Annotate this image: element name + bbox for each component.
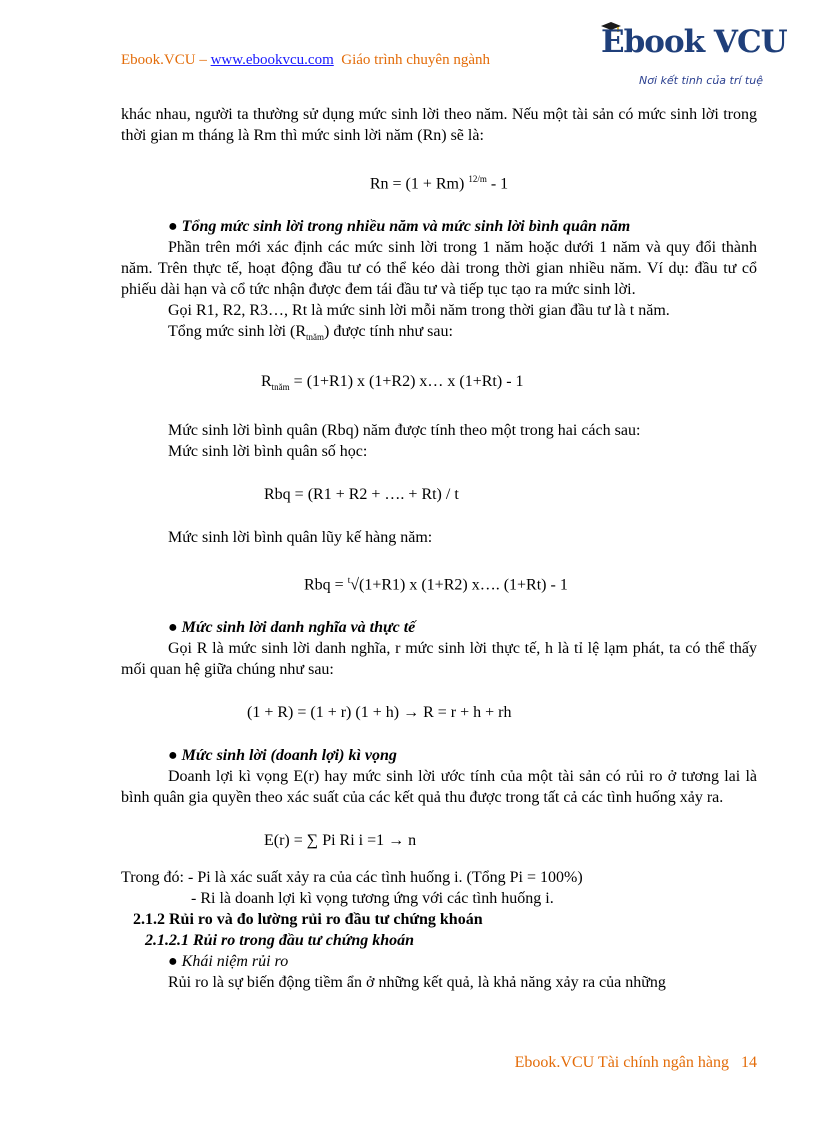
paragraph: Gọi R1, R2, R3…, Rt là mức sinh lời mỗi năm trong thời gian đầu tư là t năm. bbox=[168, 302, 670, 320]
section-heading: ● Mức sinh lời danh nghĩa và thực tế bbox=[168, 619, 416, 637]
section-heading: ● Tổng mức sinh lời trong nhiều năm và mức sinh lời bình quân năm bbox=[168, 218, 631, 236]
footer-text: Ebook.VCU Tài chính ngân hàng bbox=[514, 1054, 729, 1071]
paragraph: Gọi R là mức sinh lời danh nghĩa, r mức sinh lời thực tế, h là tỉ lệ lạm phát, ta có thể thấy mối quan hệ giữa chúng như sau: bbox=[121, 640, 757, 679]
header-url-link[interactable]: www.ebookvcu.com bbox=[210, 52, 334, 68]
paragraph: Mức sinh lời bình quân lũy kế hàng năm: bbox=[168, 528, 433, 546]
paragraph: Tổng mức sinh lời $(R_{tnăm})$ được tính như sau: bbox=[168, 323, 453, 343]
document-body bbox=[121, 104, 757, 993]
formula-rbq-arith: Rbq = (R1 + R2 + …. + Rt) / t bbox=[264, 485, 459, 503]
header-brand: Ebook.VCU bbox=[121, 52, 196, 68]
page-number: 14 bbox=[741, 1054, 757, 1071]
paragraph: Mức sinh lời bình quân (Rbq) năm được tính theo một trong hai cách sau: bbox=[168, 421, 641, 439]
page-header bbox=[121, 52, 490, 69]
header-dash: – bbox=[195, 52, 211, 68]
formula-rn: Rn = (1 + Rm) $^{12/m}$ - 1 bbox=[369, 174, 509, 193]
bullet-heading: ● Khái niệm rủi ro bbox=[168, 953, 289, 971]
paragraph: - Ri là doanh lợi kì vọng tương ứng với các tình huống i. bbox=[191, 890, 554, 908]
logo-title: Ebook VCU bbox=[601, 24, 787, 60]
subsection-heading: 2.1.2.1 Rủi ro trong đầu tư chứng khoán bbox=[145, 932, 415, 950]
paragraph: khác nhau, người ta thường sử dụng mức sinh lời theo năm. Nếu một tài sản có mức sinh lời trong thời gian m tháng là Rm thì mức sinh lời năm (Rn) sẽ là: bbox=[121, 106, 757, 144]
formula-fisher: (1 + R) = (1 + r) (1 + h) → R = r + h + rh bbox=[247, 704, 512, 722]
section-heading: 2.1.2 Rủi ro và đo lường rủi ro đầu tư chứng khoán bbox=[133, 911, 483, 929]
formula-rtnam: $R_{tnăm} = (1+R1)$ x (1+R2) x… x (1+Rt) - 1 bbox=[261, 372, 524, 392]
page-footer bbox=[515, 1054, 757, 1072]
logo-tagline: Nơi kết tinh của trí tuệ bbox=[639, 74, 763, 87]
ebook-vcu-logo bbox=[597, 22, 787, 96]
formula-expected-return: E(r) = ∑ Pi Ri i =1 → n bbox=[264, 832, 417, 850]
paragraph: Mức sinh lời bình quân số học: bbox=[168, 442, 368, 460]
paragraph: Rủi ro là sự biến động tiềm ẩn ở những kết quả, là khả năng xảy ra của những bbox=[168, 974, 666, 992]
paragraph: Doanh lợi kì vọng E(r) hay mức sinh lời ước tính của một tài sản có rủi ro ở tương lai là bình quân gia quyền theo xác suất của các kết quả thu được trong tất cả các tình huống xảy ra. bbox=[121, 768, 757, 807]
formula-rbq-geo: Rbq = $^t$√(1+R1) x (1+R2) x…. (1+Rt) - 1 bbox=[304, 574, 568, 594]
paragraph: Trong đó: - Pi là xác suất xảy ra của các tình huống i. (Tổng Pi = 100%) bbox=[121, 869, 583, 887]
header-subtitle: Giáo trình chuyên ngành bbox=[341, 52, 490, 68]
paragraph: Phần trên mới xác định các mức sinh lời trong 1 năm hoặc dưới 1 năm và quy đổi thành năm. Trên thực tế, hoạt động đầu tư có thể kéo dài trong thời gian nhiều năm. Ví dụ: đầu tư cổ phiếu dài hạn và cổ tức nhận được đem tái đầu tư và tiếp tục tạo ra mức sinh lời. bbox=[121, 239, 757, 299]
section-heading: ● Mức sinh lời (doanh lợi) kì vọng bbox=[168, 747, 397, 765]
